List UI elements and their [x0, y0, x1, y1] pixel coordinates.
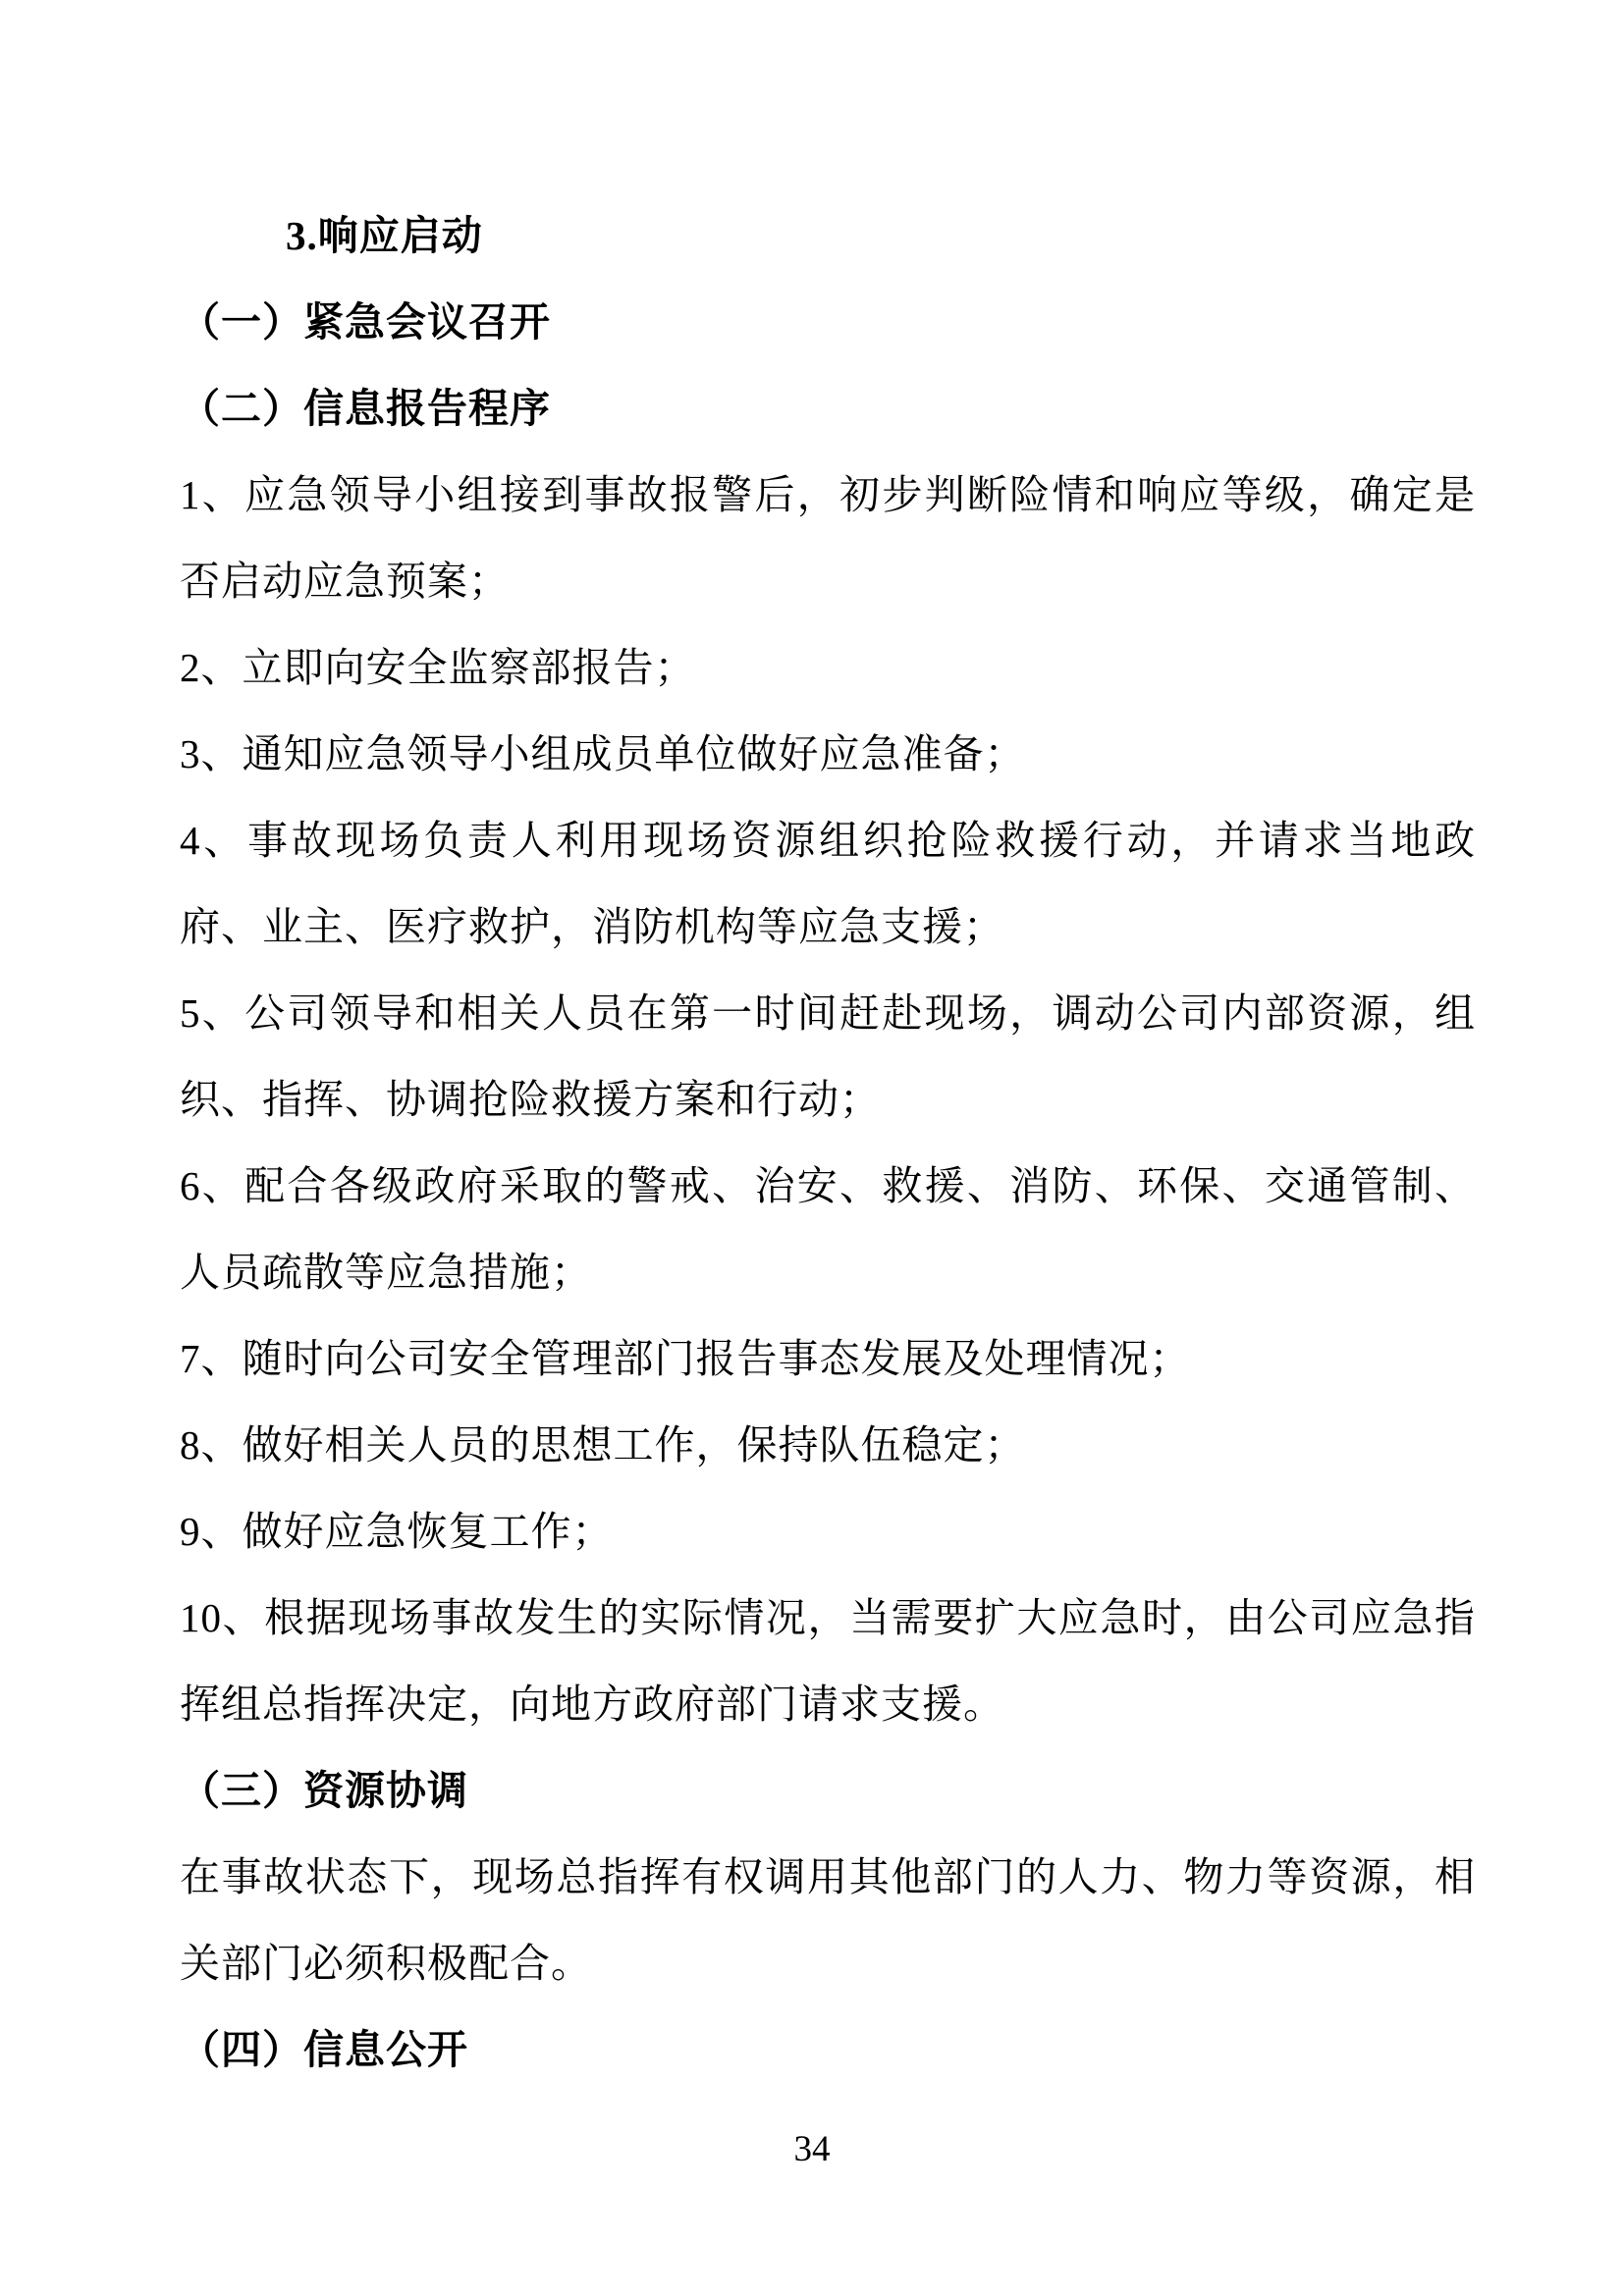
list-item-10: 10、根据现场事故发生的实际情况，当需要扩大应急时，由公司应急指挥组总指挥决定，向地方政府部门请求支援。 — [180, 1595, 1476, 1727]
list-item-6: 6、配合各级政府采取的警戒、治安、救援、消防、环保、交通管制、人员疏散等应急措施； — [180, 1163, 1476, 1295]
subsection-heading-resource-coordination: （三）资源协调 — [180, 1768, 468, 1813]
list-item-5: 5、公司领导和相关人员在第一时间赶赴现场，调动公司内部资源，组织、指挥、协调抢险救援方案和行动； — [180, 990, 1476, 1122]
list-item-2: 2、立即向安全监察部报告； — [180, 645, 696, 690]
page-number: 34 — [793, 2129, 831, 2169]
list-item-4: 4、事故现场负责人利用现场资源组织抢险救援行动，并请求当地政府、业主、医疗救护，消防机构等应急支援； — [180, 818, 1476, 949]
list-item-3: 3、通知应急领导小组成员单位做好应急准备； — [180, 731, 1026, 776]
list-item-9: 9、做好应急恢复工作； — [180, 1509, 614, 1554]
paragraph-resource-coordination: 在事故状态下，现场总指挥有权调用其他部门的人力、物力等资源，相关部门必须积极配合。 — [180, 1854, 1476, 1986]
document-content — [180, 192, 1476, 2093]
subsection-heading-emergency-meeting: （一）紧急会议召开 — [180, 299, 551, 345]
subsection-heading-info-report-procedure: （二）信息报告程序 — [180, 386, 551, 431]
list-item-7: 7、随时向公司安全管理部门报告事态发展及处理情况； — [180, 1336, 1191, 1381]
subsection-heading-info-disclosure: （四）信息公开 — [180, 2027, 468, 2072]
section-heading: 3.响应启动 — [286, 213, 483, 258]
list-item-1: 1、应急领导小组接到事故报警后，初步判断险情和响应等级，确定是否启动应急预案； — [180, 472, 1476, 604]
list-item-8: 8、做好相关人员的思想工作，保持队伍稳定； — [180, 1422, 1026, 1468]
